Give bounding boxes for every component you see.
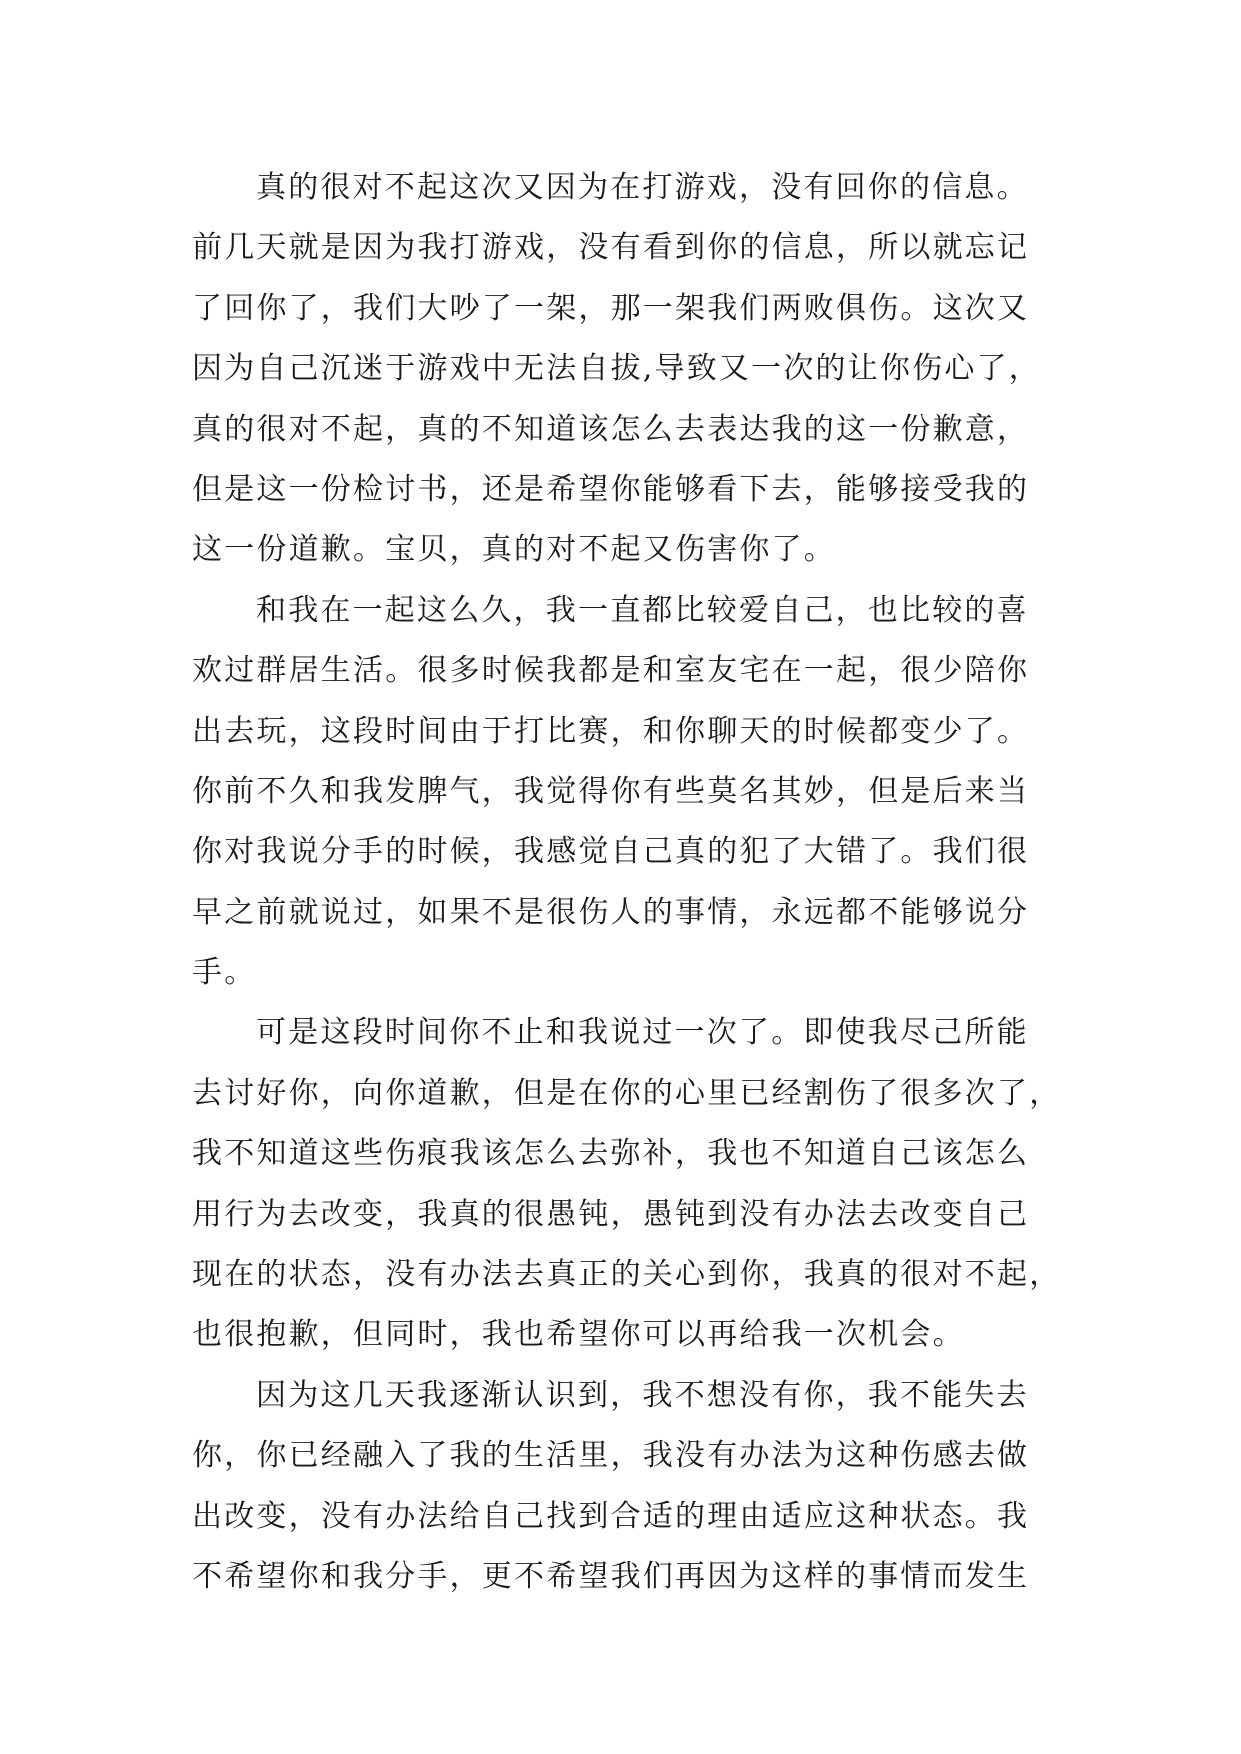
paragraph-3-line-6: 也很抱歉，但同时，我也希望你可以再给我一次机会。: [192, 1317, 965, 1353]
paragraph-1-line-3: 了回你了，我们大吵了一架，那一架我们两败俱伤。这次又: [192, 290, 1030, 326]
paragraph-4-line-2: 你，你已经融入了我的生活里，我没有办法为这种伤感去做: [192, 1438, 1030, 1474]
paragraph-1-line-1: 真的很对不起这次又因为在打游戏，没有回你的信息。: [256, 170, 1029, 205]
paragraph-3-line-1: 可是这段时间你不止和我说过一次了。即使我尽己所能: [256, 1015, 1029, 1051]
paragraph-2-line-7: 手。: [192, 955, 257, 991]
paragraph-2-line-4: 你前不久和我发脾气，我觉得你有些莫名其妙，但是后来当: [192, 773, 1030, 809]
paragraph-2-line-6: 早之前就说过，如果不是很伤人的事情，永远都不能够说分: [192, 894, 1030, 930]
paragraph-2-line-2: 欢过群居生活。很多时候我都是和室友宅在一起，很少陪你: [192, 653, 1030, 689]
paragraph-1-line-6: 但是这一份检讨书，还是希望你能够看下去，能够接受我的: [192, 471, 1030, 507]
paragraph-4-line-4: 不希望你和我分手，更不希望我们再因为这样的事情而发生: [192, 1558, 1030, 1594]
paragraph-2-line-5: 你对我说分手的时候，我感觉自己真的犯了大错了。我们很: [192, 834, 1030, 870]
paragraph-3-line-2: 去讨好你，向你道歉，但是在你的心里已经割伤了很多次了，: [192, 1075, 1062, 1111]
paragraph-1-line-7: 这一份道歉。宝贝，真的对不起又伤害你了。: [192, 532, 836, 568]
paragraph-3-line-4: 用行为去改变，我真的很愚钝，愚钝到没有办法去改变自己: [192, 1196, 1030, 1232]
paragraph-2-line-3: 出去玩，这段时间由于打比赛，和你聊天的时候都变少了。: [192, 713, 1030, 749]
paragraph-2-line-1: 和我在一起这么久，我一直都比较爱自己，也比较的喜: [256, 592, 1029, 628]
paragraph-1-line-5: 真的很对不起，真的不知道该怎么去表达我的这一份歉意，: [192, 411, 1030, 447]
paragraph-3-line-3: 我不知道这些伤痕我该怎么去弥补，我也不知道自己该怎么: [192, 1136, 1030, 1172]
body-text: [192, 158, 1060, 1607]
paragraph-4-line-1: 因为这几天我逐渐认识到，我不想没有你，我不能失去: [256, 1377, 1029, 1413]
paragraph-1-line-4: 因为自己沉迷于游戏中无法自拔,导致又一次的让你伤心了，: [192, 351, 1041, 387]
paragraph-1-line-2: 前几天就是因为我打游戏，没有看到你的信息，所以就忘记: [192, 230, 1030, 266]
paragraph-3-line-5: 现在的状态，没有办法去真正的关心到你，我真的很对不起，: [192, 1257, 1062, 1293]
paragraph-4-line-3: 出改变，没有办法给自己找到合适的理由适应这种状态。我: [192, 1498, 1030, 1534]
